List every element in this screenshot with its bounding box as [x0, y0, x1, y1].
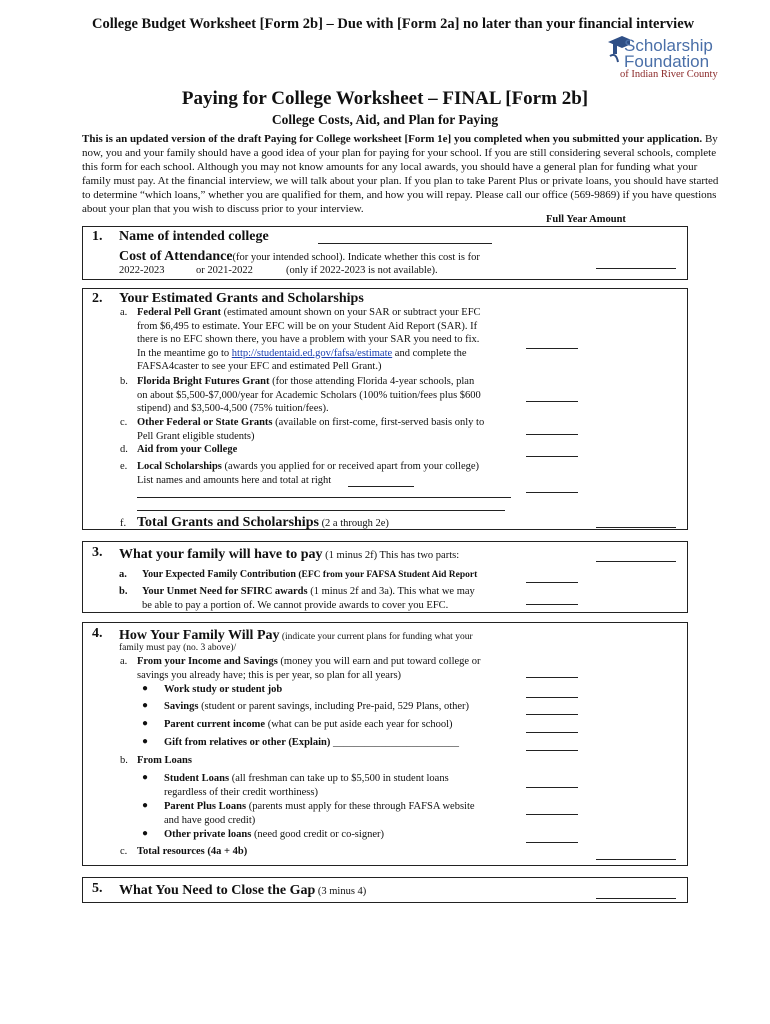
- section-4-title: How Your Family Will Pay: [119, 628, 280, 643]
- bullet-icon: ●: [142, 736, 149, 747]
- item-2b-letter: b.: [120, 376, 128, 387]
- parent-income-item: [164, 718, 453, 732]
- pell-amount-field[interactable]: [526, 348, 578, 349]
- logo-line-3: of Indian River County: [620, 69, 718, 80]
- efc-amount-field[interactable]: [526, 582, 578, 583]
- total-grants-amount-field[interactable]: [596, 527, 676, 528]
- item-2a-letter: a.: [120, 307, 128, 318]
- item-2c-text: [137, 416, 484, 443]
- ls-line-1: (awards you applied for or received apart from your college): [221, 461, 480, 472]
- bullet-icon: ●: [142, 800, 149, 811]
- unmet-need-amount-field[interactable]: [526, 604, 578, 605]
- college-aid-label: Aid from your College: [137, 444, 238, 455]
- form-header: College Budget Worksheet [Form 2b] – Due with [Form 2a] no later than your financial interview: [92, 16, 695, 32]
- year-option-1[interactable]: 2022-2023: [119, 265, 165, 276]
- fafsa-estimate-link[interactable]: http://studentaid.ed.gov/fafsa/estimate: [231, 347, 393, 359]
- local-scholarships-label: Local Scholarships: [137, 461, 222, 472]
- item-3a-text: [142, 568, 477, 583]
- parent-plus-item: [164, 800, 475, 827]
- bullet-icon: ●: [142, 718, 149, 729]
- item-2d-letter: d.: [120, 444, 128, 455]
- bullet-icon: ●: [142, 828, 149, 839]
- gift-item: [164, 736, 459, 750]
- un-line-2: be able to pay a portion of. We cannot provide awards to cover you EFC.: [142, 599, 449, 611]
- og-line-2: Pell Grant eligible students): [137, 430, 255, 442]
- student-loans-label: Student Loans: [164, 773, 230, 784]
- section-3-title: What your family will have to pay: [119, 547, 323, 562]
- year-only-note: (only if 2022-2023 is not available).: [286, 265, 438, 276]
- item-2e-letter: e.: [120, 461, 128, 472]
- item-3b-letter: b.: [119, 586, 128, 597]
- bf-line-2: on about $5,500-$7,000/year for Academic Scholars (100% tuition/fees plus $600: [137, 389, 481, 401]
- section-3-number: 3.: [92, 545, 103, 560]
- unmet-need-label: Your Unmet Need for SFIRC awards: [142, 586, 308, 597]
- section-3-heading: [119, 545, 459, 563]
- private-loans-label: Other private loans: [164, 829, 252, 840]
- pell-line-5: FAFSA4caster to see your EFC and estimated Pell Grant.): [137, 361, 382, 372]
- total-grants-note: (2 a through 2e): [318, 518, 389, 529]
- intro-rest: By now, you and your family should have a good idea of your plan for paying for your school. If you are still considering several schools, complete this form for each school. Although you may not know amounts for any local awards, you should have a general plan for funding what your family must pay. At the financial interview, we will talk about your plan. If you plan to take Parent Plus or private loans, you should have started to determine “which loans,” whether you are qualified for them, and how you will repay. Please call our office (569-9869) if you have questions about your plan that you wish to discuss prior to your interview.: [82, 133, 719, 215]
- gift-explain-field[interactable]: ________________________: [330, 737, 459, 748]
- bullet-icon: ●: [142, 700, 149, 711]
- section-5-title: What You Need to Close the Gap: [119, 883, 316, 898]
- bf-line-1: (for those attending Florida 4-year schools, plan: [269, 376, 475, 387]
- student-loans-item: [164, 772, 449, 799]
- scholarship-list-line-1[interactable]: [137, 497, 511, 498]
- bright-futures-amount-field[interactable]: [526, 401, 578, 402]
- intro-paragraph: [82, 132, 722, 216]
- gift-amount-field[interactable]: [526, 750, 578, 751]
- full-year-amount-heading: Full Year Amount: [546, 214, 626, 225]
- total-resources-amount-field[interactable]: [596, 859, 676, 860]
- pell-line-4b: and complete the: [392, 347, 467, 359]
- item-2e-text: [137, 460, 479, 487]
- pell-line-4a: In the meantime go to: [137, 347, 232, 359]
- un-line-1: (1 minus 2f and 3a). This what we may: [307, 586, 475, 597]
- year-option-2[interactable]: or 2021-2022: [196, 265, 253, 276]
- cost-amount-field[interactable]: [596, 268, 676, 269]
- item-3a-letter: a.: [119, 569, 127, 580]
- efc-note: (EFC from your FAFSA Student Aid Report: [296, 570, 478, 580]
- section-1-title: Name of intended college: [119, 229, 269, 244]
- student-loans-amount-field[interactable]: [526, 787, 578, 788]
- efc-label: Your Expected Family Contribution: [142, 569, 296, 580]
- item-4b-letter: b.: [120, 755, 128, 766]
- item-4c-letter: c.: [120, 846, 128, 857]
- pell-line-2: from $6,495 to estimate. Your EFC will be on your Student Aid Report (SAR). If: [137, 320, 478, 332]
- parent-income-note: (what can be put aside each year for school): [265, 719, 453, 730]
- pp-line-2: and have good credit): [164, 814, 256, 826]
- ls-line-2: List names and amounts here and total at right: [137, 474, 332, 486]
- total-resources-label: Total resources (4a + 4b): [137, 846, 248, 857]
- og-line-1: (available on first-come, first-served basis only to: [272, 417, 485, 428]
- section-2-title: Your Estimated Grants and Scholarships: [119, 291, 364, 306]
- pp-line-1: (parents must apply for these through FAFSA website: [246, 801, 475, 812]
- item-2f-letter: f.: [120, 518, 127, 529]
- parent-income-label: Parent current income: [164, 719, 266, 730]
- family-pay-amount-field[interactable]: [596, 561, 676, 562]
- savings-amount-field[interactable]: [526, 714, 578, 715]
- work-study-label: Work study or student job: [164, 684, 283, 695]
- section-5-heading: [119, 881, 366, 899]
- scholarship-list-line-2[interactable]: [137, 510, 505, 511]
- section-4-note-2: family must pay (no. 3 above)/: [119, 643, 237, 653]
- bullet-icon: ●: [142, 683, 149, 694]
- college-name-field[interactable]: [318, 243, 492, 244]
- college-aid-amount-field[interactable]: [526, 456, 578, 457]
- savings-note: (student or parent savings, including Pre-paid, 529 Plans, other): [198, 701, 470, 712]
- local-scholarships-amount-field[interactable]: [526, 492, 578, 493]
- is-line-1: (money you will earn and put toward college or: [277, 656, 481, 667]
- pell-grant-label: Federal Pell Grant: [137, 307, 221, 318]
- total-grants-label: Total Grants and Scholarships: [137, 515, 319, 530]
- income-a-amount-field[interactable]: [526, 677, 578, 678]
- parent-plus-label: Parent Plus Loans: [164, 801, 247, 812]
- cost-label: Cost of Attendance: [119, 249, 233, 264]
- item-4a-letter: a.: [120, 656, 128, 667]
- local-scholarship-total-field[interactable]: [348, 486, 414, 487]
- item-2a-text: [137, 306, 517, 374]
- sl-line-2: regardless of their credit worthiness): [164, 786, 318, 798]
- gift-label: Gift from relatives or other (Explain): [164, 737, 331, 748]
- item-2b-text: [137, 375, 481, 416]
- section-3-note: (1 minus 2f) This has two parts:: [322, 550, 460, 561]
- parent-plus-amount-field[interactable]: [526, 814, 578, 815]
- sl-line-1: (all freshman can take up to $5,500 in student loans: [229, 773, 449, 784]
- scholarship-foundation-logo: [608, 34, 720, 84]
- other-grants-label: Other Federal or State Grants: [137, 417, 273, 428]
- section-2-number: 2.: [92, 291, 103, 306]
- section-5-note: (3 minus 4): [315, 886, 367, 897]
- private-loans-note: (need good credit or co-signer): [251, 829, 384, 840]
- from-loans-label: From Loans: [137, 755, 192, 766]
- other-grants-amount-field[interactable]: [526, 434, 578, 435]
- parent-income-amount-field[interactable]: [526, 732, 578, 733]
- item-4a-text: [137, 655, 480, 682]
- is-line-2: savings you already have; this is per year, so plan for all years): [137, 669, 402, 681]
- bright-futures-label: Florida Bright Futures Grant: [137, 376, 270, 387]
- private-loans-item: [164, 828, 384, 842]
- private-loans-amount-field[interactable]: [526, 842, 578, 843]
- page-title: Paying for College Worksheet – FINAL [Form 2b]: [181, 88, 589, 109]
- savings-label: Savings: [164, 701, 199, 712]
- page-subtitle: College Costs, Aid, and Plan for Paying: [271, 112, 499, 127]
- section-4-note-1: (indicate your current plans for funding what your: [279, 632, 473, 642]
- logo-line-1: Scholarship: [624, 36, 713, 55]
- section-4-number: 4.: [92, 626, 103, 641]
- close-gap-amount-field[interactable]: [596, 898, 676, 899]
- section-1-number: 1.: [92, 229, 103, 244]
- cost-of-attendance-row: [119, 247, 480, 265]
- bf-line-3: stipend) and $3,500-4,500 (75% tuition/fees).: [137, 403, 329, 414]
- savings-item: [164, 700, 469, 714]
- cost-note: (for your intended school). Indicate whether this cost is for: [232, 252, 480, 263]
- item-3b-text: [142, 585, 475, 612]
- pell-line-3: there is no EFC shown there, you have a problem with your SAR you need to fix.: [137, 334, 480, 345]
- logo-line-2: Foundation: [624, 52, 710, 71]
- work-study-amount-field[interactable]: [526, 697, 578, 698]
- income-savings-label: From your Income and Savings: [137, 656, 278, 667]
- bullet-icon: ●: [142, 772, 149, 783]
- pell-line-1: (estimated amount shown on your SAR or subtract your EFC: [220, 307, 481, 318]
- item-2f-text: [137, 513, 389, 531]
- section-5-number: 5.: [92, 881, 103, 896]
- item-2c-letter: c.: [120, 417, 128, 428]
- intro-bold: This is an updated version of the draft Paying for College worksheet [Form 1e] you completed when you submitted your application.: [82, 133, 703, 145]
